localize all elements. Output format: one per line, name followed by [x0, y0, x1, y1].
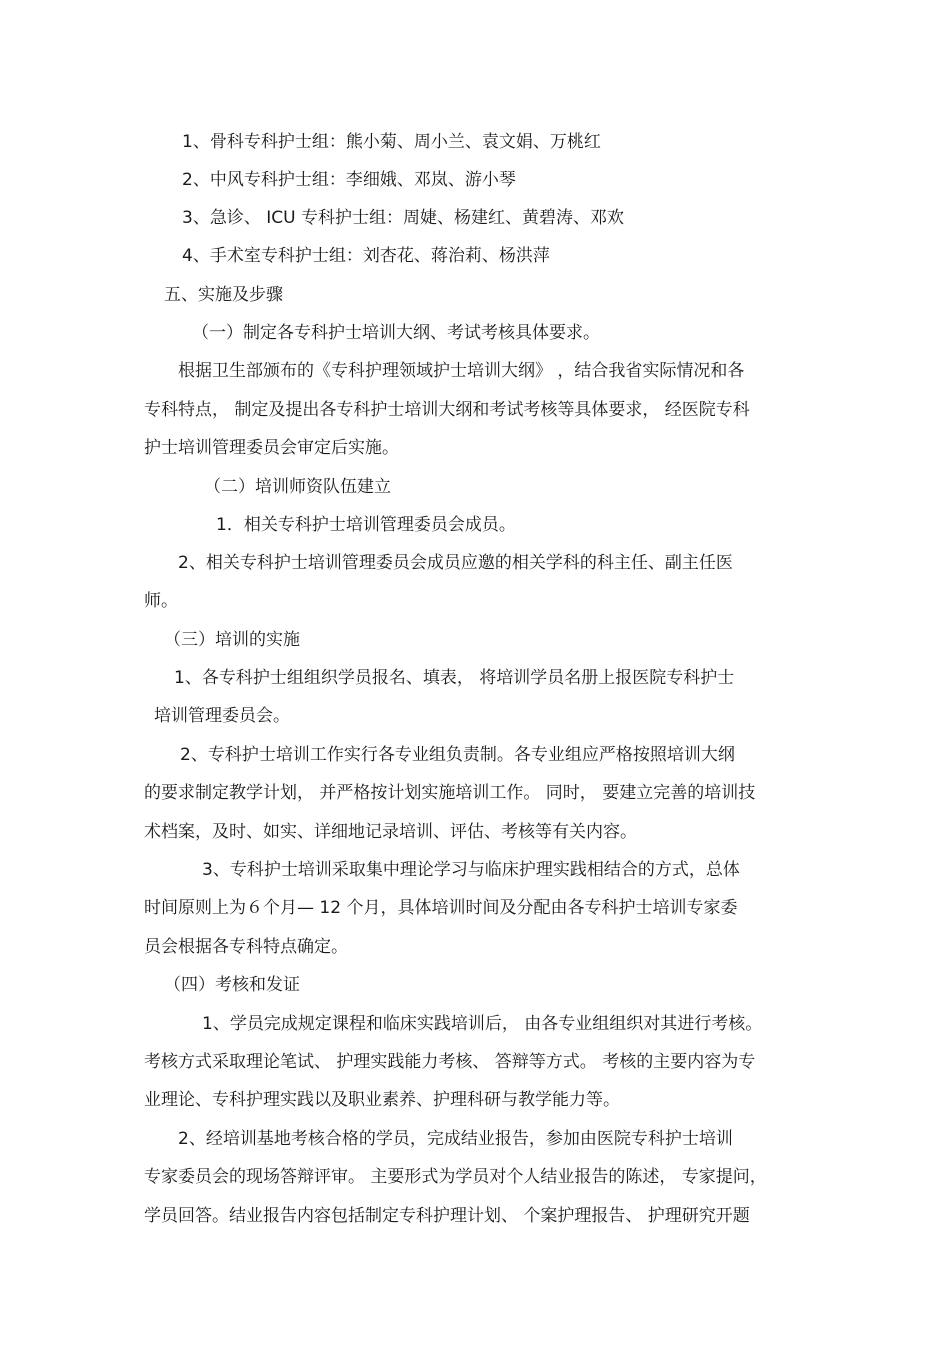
text-line: 考核方式采取理论笔试、 护理实践能力考核、 答辩等方式。 考核的主要内容为专 [144, 1052, 756, 1072]
text-line: 师。 [144, 591, 178, 611]
text-line: 专科特点， 制定及提出各专科护士培训大纲和考试考核等具体要求， 经医院专科 [144, 400, 750, 420]
subsection-heading: （一）制定各专科护士培训大纲、考试考核具体要求。 [192, 323, 600, 343]
subsection-heading: （三）培训的实施 [164, 630, 300, 650]
text-line: 员会根据各专科特点确定。 [144, 937, 348, 957]
text-line: 1、骨科专科护士组：熊小菊、周小兰、袁文娟、万桃红 [182, 132, 601, 152]
text-line: 4、手术室专科护士组：刘杏花、蒋治莉、杨洪萍 [182, 246, 550, 266]
text-line: 时间原则上为６个月— 12 个月，具体培训时间及分配由各专科护士培训专家委 [144, 898, 738, 918]
text-line: 2、经培训基地考核合格的学员，完成结业报告，参加由医院专科护士培训 [178, 1129, 733, 1149]
text-line: 1、学员完成规定课程和临床实践培训后， 由各专业组组织对其进行考核。 [202, 1014, 763, 1034]
subsection-heading: （四）考核和发证 [164, 975, 300, 995]
text-line: 1、各专科护士组组织学员报名、填表， 将培训学员名册上报医院专科护士 [174, 668, 735, 688]
text-line: 术档案，及时、如实、详细地记录培训、评估、考核等有关内容。 [144, 822, 637, 842]
text-line: 培训管理委员会。 [154, 706, 290, 726]
text-line: 业理论、专科护理实践以及职业素养、护理科研与教学能力等。 [144, 1090, 620, 1110]
text-line: 学员回答。结业报告内容包括制定专科护理计划、 个案护理报告、 护理研究开题 [144, 1206, 750, 1226]
text-line: 2、相关专科护士培训管理委员会成员应邀的相关学科的科主任、副主任医 [178, 553, 733, 573]
section-heading: 五、实施及步骤 [164, 285, 283, 305]
subsection-heading: （二）培训师资队伍建立 [204, 477, 391, 497]
text-line: 的要求制定教学计划， 并严格按计划实施培训工作。 同时， 要建立完善的培训技 [144, 783, 756, 803]
text-line: 3、急诊、 ICU 专科护士组：周婕、杨建红、黄碧涛、邓欢 [182, 208, 624, 228]
text-line: 2、专科护士培训工作实行各专业组负责制。各专业组应严格按照培训大纲 [180, 745, 735, 765]
text-line: 3、专科护士培训采取集中理论学习与临床护理实践相结合的方式，总体 [202, 860, 740, 880]
text-line: 2、中风专科护士组：李细娥、邓岚、游小琴 [182, 170, 516, 190]
text-line: 1．相关专科护士培训管理委员会成员。 [216, 515, 516, 535]
text-line: 专家委员会的现场答辩评审。 主要形式为学员对个人结业报告的陈述， 专家提问， [144, 1167, 767, 1187]
text-line: 护士培训管理委员会审定后实施。 [144, 438, 399, 458]
text-line: 根据卫生部颁布的《专科护理领域护士培训大纲》 ，结合我省实际情况和各 [178, 361, 745, 381]
